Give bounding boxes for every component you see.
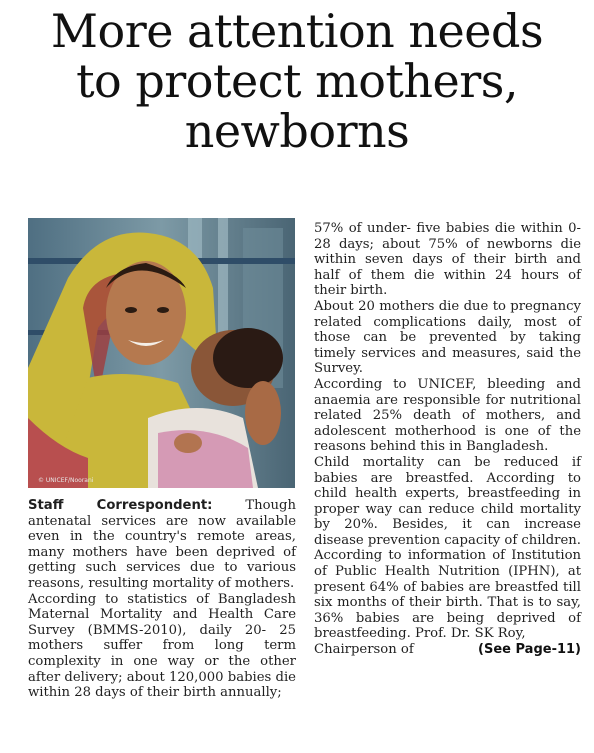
continued-on-page-link[interactable]: (See Page-11) [478, 642, 581, 658]
left-paragraph-2: According to statistics of Bangladesh Maternal Mortality and Health Care Survey (BMMS-2010), daily 20- 25 mothers suffer from long term complexity in one way or the other after delivery; about 120,000 babies die within 28 days of their birth annually; [28, 591, 296, 701]
right-paragraph-2: About 20 mothers die due to pregnancy related complications daily, most of those can be prevented by taking timely services and measures, said the Survey. [314, 298, 581, 377]
headline-line-2: to protect mothers, [76, 54, 518, 108]
right-paragraph-3: According to UNICEF, bleeding and anaemia are responsible for nutritional related 25% death of mothers, and adolescent motherhood is one of the reasons behind this in Bangladesh. [314, 376, 581, 455]
headline [0, 6, 594, 156]
byline: Staff Correspondent: [28, 498, 213, 513]
headline-line-3: newborns [184, 104, 410, 158]
left-paragraph-1 [28, 498, 296, 592]
right-paragraph-1: 57% of under- five babies die within 0-28 days; about 75% of newborns die within seven days of their birth and half of them die within 24 hours of their birth. [314, 221, 581, 299]
right-tail-line [314, 642, 581, 658]
left-column [28, 498, 296, 701]
right-column [314, 221, 581, 658]
photo-illustration [28, 218, 295, 488]
right-paragraph-4: Child mortality can be reduced if babies are breastfed. According to child health experts, breastfeeding in proper way can reduce child mortality by 20%. Besides, it can increase disease prevention capacity of children. [314, 454, 581, 548]
photo-credit: © UNICEF/Noorani [38, 477, 94, 484]
right-paragraph-5: According to information of Institution of Public Health Nutrition (IPHN), at present 64% of babies are breastfed till six months of their birth. That is to say, 36% babies are being deprived of breastfeeding. Prof. Dr. SK Roy, [314, 548, 581, 642]
mother-and-newborn-photo [28, 218, 295, 488]
intro-text: Though antenatal services are now available even in the country's remote areas, many mothers have been deprived of getting such services due to various reasons, resulting mortality of mothers. [28, 498, 296, 591]
tail-text: Chairperson of [314, 642, 414, 658]
headline-line-1: More attention needs [50, 4, 544, 58]
